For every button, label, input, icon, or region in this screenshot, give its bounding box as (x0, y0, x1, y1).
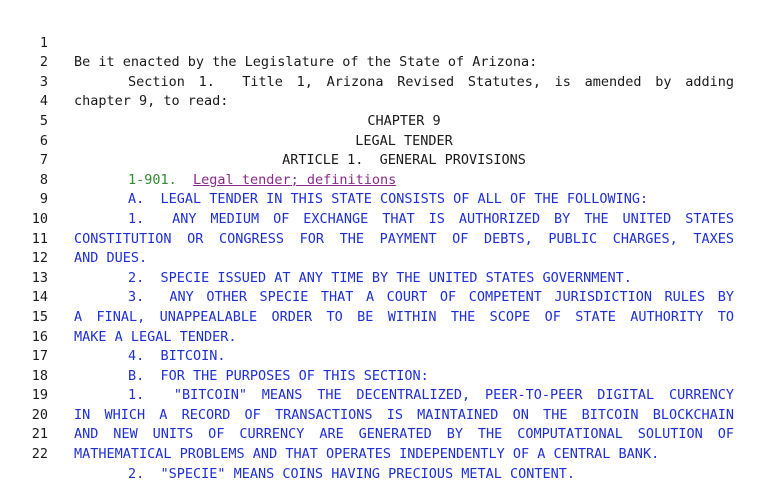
line-number: 3 (39, 73, 48, 90)
paragraph-3-continued: A FINAL, UNAPPEALABLE ORDER TO BE WITHIN THE SCOPE OF STATE AUTHORITY TO (74, 308, 734, 325)
line-number: 22 (31, 446, 48, 463)
definition-bitcoin-continued: AND NEW UNITS OF CURRENCY ARE GENERATED BY THE COMPUTATIONAL SOLUTION OF (74, 426, 734, 443)
section-title: Legal tender; definitions (193, 171, 397, 188)
section-amendment-text: chapter 9, to read: (74, 93, 229, 110)
line-number: 18 (31, 367, 48, 384)
bill-document (0, 14, 780, 482)
doc-line-1 (0, 14, 780, 71)
line-number: 21 (31, 426, 48, 443)
line-number: 1 (39, 34, 48, 51)
definition-bitcoin-continued: IN WHICH A RECORD OF TRANSACTIONS IS MAINTAINED ON THE BITCOIN BLOCKCHAIN (74, 406, 734, 423)
paragraph-2: 2. SPECIE ISSUED AT ANY TIME BY THE UNITED STATES GOVERNMENT. (128, 269, 632, 286)
subsection-a: A. LEGAL TENDER IN THIS STATE CONSISTS OF ALL OF THE FOLLOWING: (128, 191, 649, 208)
line-number: 13 (31, 269, 48, 286)
subsection-b: B. FOR THE PURPOSES OF THIS SECTION: (128, 367, 429, 384)
line-number: 4 (39, 93, 48, 110)
paragraph-1-continued: AND DUES. (74, 250, 148, 267)
line-number: 11 (31, 230, 48, 247)
definition-bitcoin-continued: MATHEMATICAL PROBLEMS AND THAT OPERATES INDEPENDENTLY OF A CENTRAL BANK. (74, 446, 660, 463)
line-number: 10 (31, 210, 48, 227)
line-number: 8 (39, 171, 48, 188)
line-number: 2 (39, 54, 48, 71)
paragraph-3-continued: MAKE A LEGAL TENDER. (74, 328, 237, 345)
definition-bitcoin: 1. "BITCOIN" MEANS THE DECENTRALIZED, PEER-TO-PEER DIGITAL CURRENCY (128, 387, 734, 404)
paragraph-1: 1. ANY MEDIUM OF EXCHANGE THAT IS AUTHORIZED BY THE UNITED STATES (128, 210, 734, 227)
line-number: 15 (31, 308, 48, 325)
paragraph-3: 3. ANY OTHER SPECIE THAT A COURT OF COMPETENT JURISDICTION RULES BY (128, 289, 734, 306)
line-number: 19 (31, 387, 48, 404)
article-heading: ARTICLE 1. GENERAL PROVISIONS (282, 152, 526, 169)
line-number: 12 (31, 250, 48, 267)
line-number: 5 (39, 112, 48, 129)
section-number: 1-901. (128, 171, 177, 188)
line-number: 17 (31, 348, 48, 365)
line-number: 9 (39, 191, 48, 208)
line-number: 6 (39, 132, 48, 149)
line-number: 16 (31, 328, 48, 345)
definition-specie: 2. "SPECIE" MEANS COINS HAVING PRECIOUS METAL CONTENT. (128, 465, 576, 482)
paragraph-4: 4. BITCOIN. (128, 348, 226, 365)
chapter-heading: CHAPTER 9 (367, 112, 441, 129)
paragraph-1-continued: CONSTITUTION OR CONGRESS FOR THE PAYMENT OF DEBTS, PUBLIC CHARGES, TAXES (74, 230, 734, 247)
line-number: 14 (31, 289, 48, 306)
line-number: 7 (39, 152, 48, 169)
line-number: 20 (31, 406, 48, 423)
section-amendment-text: Section 1. Title 1, Arizona Revised Statutes, is amended by adding (128, 73, 734, 90)
enacting-clause: Be it enacted by the Legislature of the State of Arizona: (74, 54, 538, 71)
chapter-title: LEGAL TENDER (355, 132, 453, 149)
